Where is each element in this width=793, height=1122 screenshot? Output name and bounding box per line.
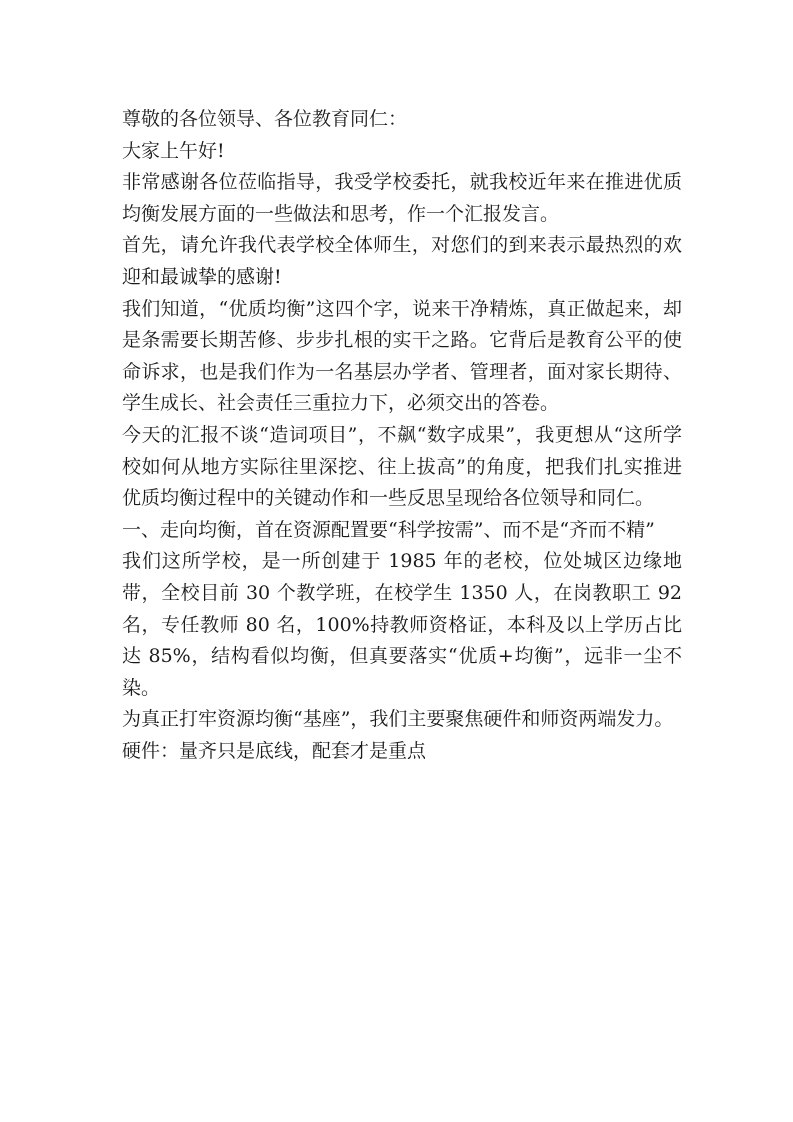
- paragraph: 首先，请允许我代表学校全体师生，对您们的到来表示最热烈的欢迎和最诚挚的感谢!: [122, 234, 682, 288]
- greeting: 大家上午好!: [122, 139, 225, 162]
- paragraph: 今天的汇报不谈“造词项目”，不飙“数字成果”，我更想从“这所学校如何从地方实际往里深挖、往上拔高”的角度，把我们扎实推进优质均衡过程中的关键动作和一些反思呈现给各位领导和同仁。: [122, 423, 682, 510]
- paragraph: 为真正打牢资源均衡“基座”，我们主要聚焦硬件和师资两端发力。: [122, 708, 674, 731]
- salutation: 尊敬的各位领导、各位教育同仁：: [122, 108, 408, 130]
- section-heading: 一、走向均衡，首在资源配置要“科学按需”、而不是“齐而不精”: [122, 518, 655, 541]
- paragraph: 我们知道，“优质均衡”这四个字，说来干净精炼，真正做起来，却是条需要长期苦修、步步扎根的实干之路。它背后是教育公平的使命诉求，也是我们作为一名基层办学者、管理者，面对家长期待、学生成长、社会责任三重拉力下，必须交出的答卷。: [122, 297, 682, 415]
- document-body: [122, 104, 682, 767]
- paragraph: 非常感谢各位莅临指导，我受学校委托，就我校近年来在推进优质均衡发展方面的一些做法和思考，作一个汇报发言。: [122, 171, 682, 225]
- subheading: 硬件：量齐只是底线，配套才是重点: [122, 739, 427, 762]
- paragraph: 我们这所学校，是一所创建于 1985 年的老校，位处城区边缘地带，全校目前 30 个教学班，在校学生 1350 人，在岗教职工 92 名，专任教师 80 名，100%持教师资格证，本科及以上学历占比达 85%，结构看似均衡，但真要落实“优质+均衡”，远非一尘不染。: [122, 550, 682, 699]
